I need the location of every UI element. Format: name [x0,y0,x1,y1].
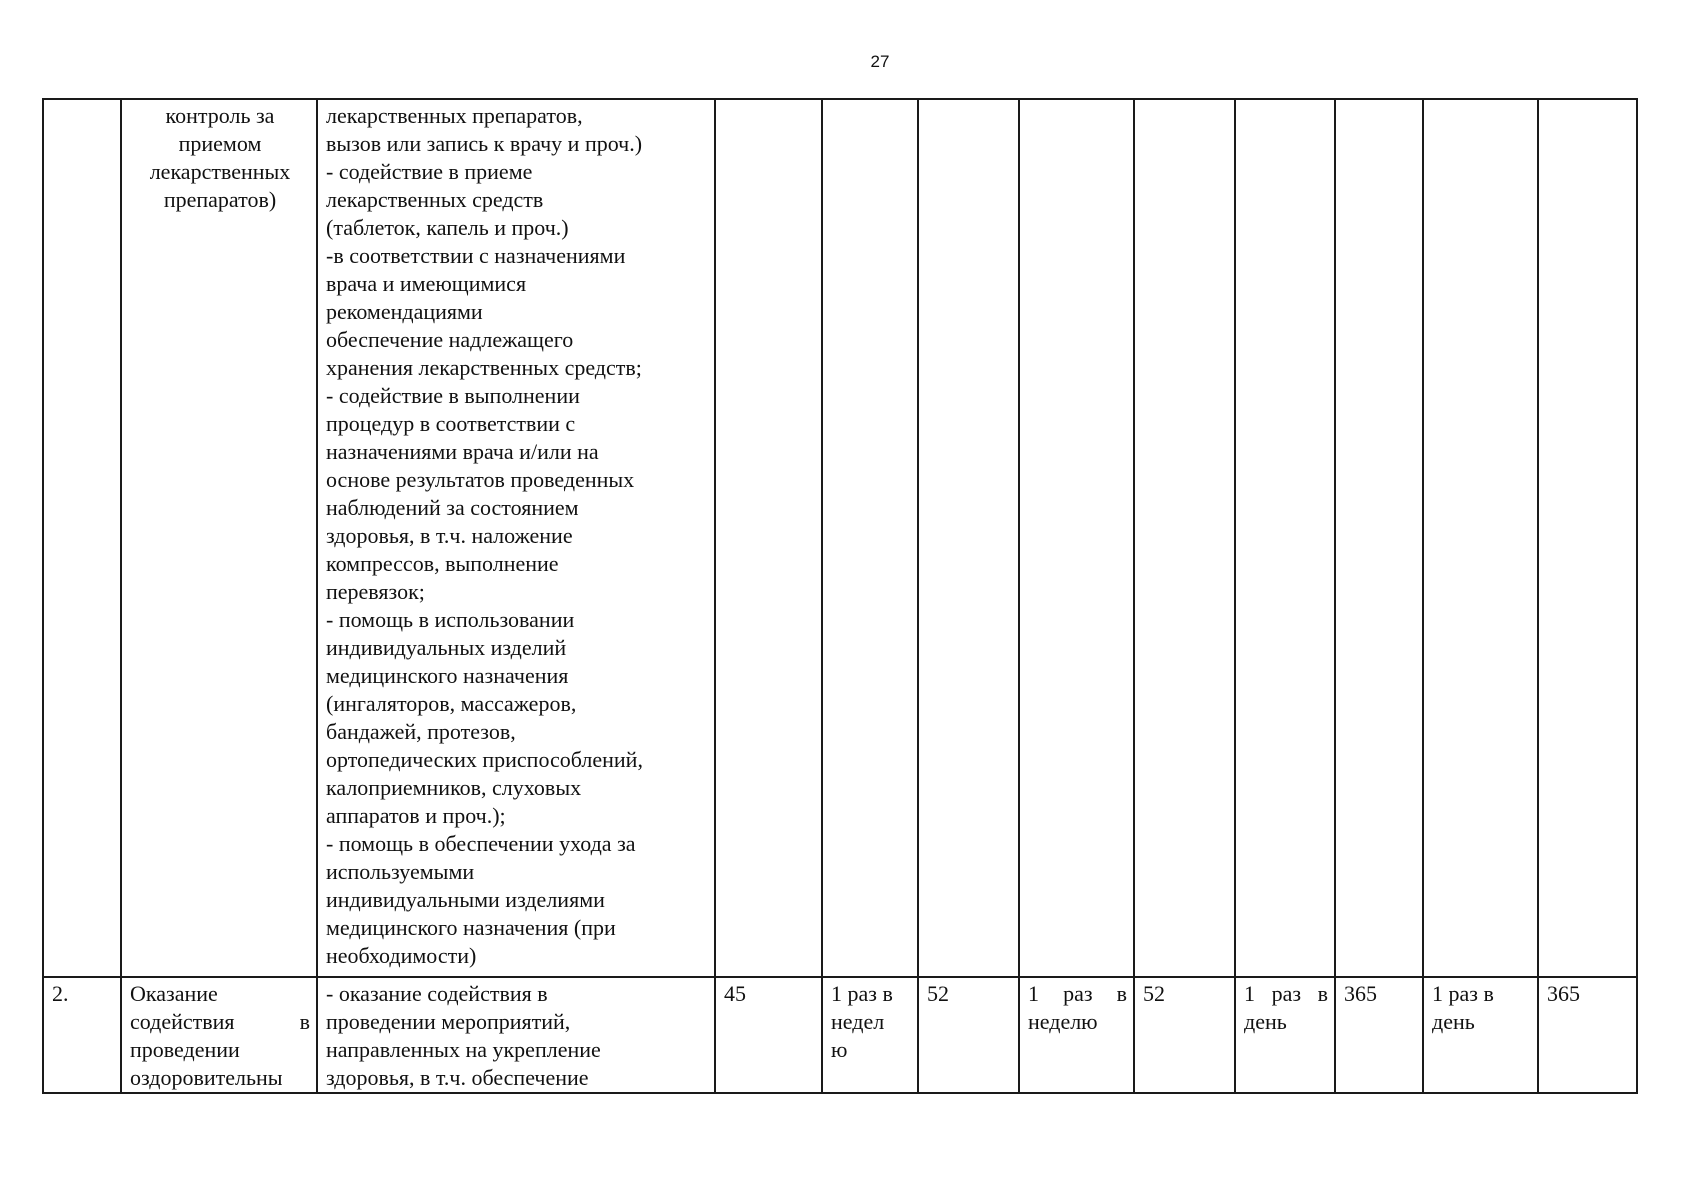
cell-volume: 45 [715,977,822,1093]
cell-description: - оказание содействия в проведении мероприятий, направленных на укрепление здоровья, в т.ч. обеспечение [317,977,715,1093]
cell-empty [1335,99,1423,977]
cell-frequency: 1 раз в день [1235,977,1335,1093]
cell-number [43,99,121,977]
cell-empty [822,99,918,977]
cell-service: Оказание содействия в проведении оздоровительны [121,977,317,1093]
cell-service: контроль за приемом лекарственных препаратов) [121,99,317,977]
cell-frequency: 1 раз в день [1423,977,1538,1093]
services-table [42,98,1638,1094]
cell-frequency: 1 раз в недел ю [822,977,918,1093]
cell-empty [1019,99,1134,977]
cell-volume: 52 [918,977,1019,1093]
cell-frequency: 1 раз в неделю [1019,977,1134,1093]
cell-volume: 365 [1335,977,1423,1093]
cell-volume: 365 [1538,977,1637,1093]
cell-empty [715,99,822,977]
cell-description: лекарственных препаратов, вызов или запись к врачу и проч.) - содействие в приеме лекарственных средств (таблеток, капель и проч.) -в соответствии с назначениями врача и имеющимися рекомендациями обеспечение надлежащего хранения лекарственных средств; - содействие в выполнении процедур в соответствии с назначениями врача и/или на основе результатов проведенных наблюдений за состоянием здоровья, в т.ч. наложение компрессов, выполнение перевязок; - помощь в использовании индивидуальных изделий медицинского назначения (ингаляторов, массажеров, бандажей, протезов, ортопедических приспособлений, калоприемников, слуховых аппаратов и проч.); - помощь в обеспечении ухода за используемыми индивидуальными изделиями медицинского назначения (при необходимости) [317,99,715,977]
cell-empty [918,99,1019,977]
cell-empty [1134,99,1235,977]
cell-volume: 52 [1134,977,1235,1093]
page-number: 27 [870,52,890,71]
table-row-continued [43,99,1637,977]
cell-empty [1423,99,1538,977]
table-row-item-2 [43,977,1637,1093]
cell-empty [1538,99,1637,977]
cell-empty [1235,99,1335,977]
cell-number: 2. [43,977,121,1093]
